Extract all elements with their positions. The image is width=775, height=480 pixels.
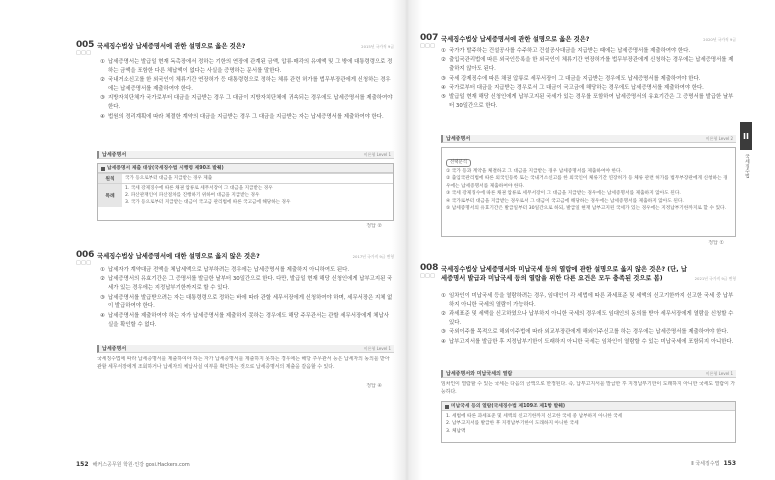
option-number: ② (441, 311, 446, 318)
box-title-icon (101, 167, 105, 171)
topic-label: 납세증명서 (102, 346, 127, 352)
topic-bar (441, 135, 736, 143)
box-title (98, 164, 393, 173)
option-number: ① (441, 293, 446, 299)
table-row (98, 173, 393, 183)
option-number: ① (100, 59, 105, 65)
question-text: 국세징수법상 납세증명서에 관한 설명으로 옳은 것은? (97, 43, 246, 50)
analysis-line: ⑤ 납세증명서의 유효기간은 발급일부터 30일간으로 하되, 발급일 현재 납부고지된 국세가 있는 경우에는 지정납부기한까지로 할 수 있다. (446, 206, 727, 212)
box-title-text: 미납국세 등의 열람(국세징수법 제109조 제1항 발췌) (451, 404, 566, 409)
left-page (76, 0, 394, 480)
explanation-text: 국세징수법에 따라 납세증명서를 제출하여야 하는 자가 납세증명서를 제출하지 못하는 경우에는 해당 주무관서 등은 납세자의 동의를 받아 관할 세무서장에게 조회하거나 납세자의 체납사실 여부를 확인하는 것으로 납세증명서의 제출을 갈음할 수 있다. (97, 356, 390, 370)
box-title-icon (445, 405, 449, 409)
answer-label: 정답 ④ (366, 383, 382, 389)
option-item (441, 84, 736, 93)
analysis-line: ② 출입국관리법에 따른 외국인등록 또는 국내거소신고를 한 외국인이 체류기간 연장허가 등 체류 관련 허가를 법무부장관에게 신청하는 경우에는 납세증명서를 제출하여야 한다. (446, 176, 728, 189)
footer-text: 해커스공무원 학원·인강 gosi.Hackers.com (92, 462, 190, 468)
checkbox-marks: □□□ (76, 50, 92, 56)
topic-label: 납세증명서 (446, 136, 471, 142)
chapter-tab-number: II (740, 122, 752, 150)
question-number: 006 (76, 250, 95, 260)
checkbox-marks: □□□ (420, 273, 436, 279)
analysis-badge: 선택분석 (446, 159, 471, 167)
analysis-line: ① 국가 등과 계약을 체결하고 그 대금을 지급받는 경우 납세증명서를 제출하여야 한다. (446, 169, 623, 174)
option-list (441, 47, 736, 133)
option-text: 납세증명서의 유효기간은 그 증명서를 발급한 날부터 30일간으로 한다. 다만, 발급일 현재 해당 신청인에게 납부고지된 국세가 있는 경우에는 지정납부기한까지로 할 수 있다. (108, 276, 393, 292)
option-text: 지방자치단체가 국가로부터 대금을 지급받는 경우 그 대금이 지방자치단체에 귀속되는 경우에도 납세증명서를 제출하여야 한다. (108, 95, 393, 111)
question-number: 005 (76, 40, 95, 50)
option-item (100, 275, 394, 293)
option-text: 국가로부터 대금을 지급받는 경우로서 그 대금이 국고금에 해당하는 경우에도 납세증명서를 제출하여야 한다. (449, 84, 704, 91)
table-row-header: 원칙 (98, 174, 122, 183)
option-number: ③ (441, 75, 446, 82)
chapter-tab (740, 122, 752, 178)
option-item (100, 76, 394, 94)
option-list (100, 58, 394, 148)
option-number: ① (441, 48, 446, 54)
table-cell-line: 1. 국세 강제징수에 따른 채권 압류로 세무서장이 그 대금을 지급받는 경우 (125, 186, 273, 191)
option-list (100, 266, 394, 343)
chapter-tab-label: 국세징수법 (744, 154, 749, 178)
option-number: ③ (100, 294, 105, 301)
option-number: ② (441, 57, 446, 64)
question-text: 국세징수법상 납세증명서와 미납국세 등의 열람에 관한 설명으로 옳지 않은 것은? (단, 납세증명서 발급과 미납국세 등의 열람을 위한 다른 요건은 모두 충족된 것으로 봄) (441, 266, 687, 282)
option-item (441, 75, 736, 84)
option-number: ③ (100, 95, 105, 102)
question-header (76, 40, 394, 57)
table-row-header: 특례 (98, 184, 122, 207)
question-source: 2020년 국가직 9급 (703, 37, 736, 42)
option-item (100, 266, 394, 275)
option-text: 납부고지서를 발급한 후 지정납부기한이 도래하지 아니한 국세는 임차인이 열람할 수 있는 미납국세에 포함되지 아니한다. (449, 338, 734, 345)
answer-label: 정답 ② (366, 223, 382, 229)
option-number: ① (100, 267, 105, 273)
option-item (441, 338, 736, 347)
page-footer (76, 461, 394, 469)
option-text: 과세표준 및 세액을 신고하였으나 납부하지 아니한 국세의 경우에도 임대인의 동의를 받아 세무서장에게 열람을 신청할 수 있다. (449, 311, 734, 326)
option-item (100, 58, 394, 76)
table-row (98, 183, 393, 207)
question-header (420, 263, 736, 291)
topic-label: 납세증명서와 미납국세의 열람 (446, 371, 513, 377)
option-text: 국외이주를 목적으로 해외이주법에 따라 외교부장관에게 해외이주신고를 하는 경우에는 납세증명서를 제출하여야 한다. (449, 329, 729, 336)
box-line: 2. 납부고지서를 발급한 후 지정납부기한이 도래하지 아니한 국세 (446, 421, 579, 427)
answer-label: 정답 ① (708, 240, 724, 246)
option-item (441, 56, 736, 74)
option-number: ③ (441, 329, 446, 336)
table-cell-line: 3. 국가 등으로부터 지급받는 대금이 국고금 관리법에 따른 국고금에 해당하는 경우 (125, 200, 291, 205)
option-number: ④ (100, 312, 105, 319)
checkbox-marks: □□□ (76, 260, 92, 266)
question-header (76, 250, 394, 267)
analysis-line: ③ 국세 강제징수에 따른 채권 압류로 세무서장이 그 대금을 지급받는 경우에는 납세증명서를 제출하지 않아도 된다. (446, 191, 681, 197)
checkbox-marks: □□□ (420, 43, 436, 49)
right-page (420, 0, 736, 480)
option-text: 국세 강제징수에 따른 채권 압류로 세무서장이 그 대금을 지급받는 경우에도 납세증명서를 제출하여야 한다. (449, 75, 701, 82)
option-number: ④ (441, 338, 446, 345)
table-cell-line: 2. 파산관재인이 파산절차를 진행하기 위하여 대금을 지급받는 경우 (125, 193, 260, 198)
page-footer (420, 460, 736, 468)
option-number: ④ (441, 84, 446, 91)
option-text: 국가가 발주하는 건설공사를 수주하고 건설공사대금을 지급받는 때에는 납세증명서를 제출하여야 한다. (449, 48, 691, 54)
footer-chapter: Ⅱ 국세징수법 (691, 461, 720, 467)
option-item (100, 312, 394, 330)
page-number: 152 (76, 461, 89, 468)
option-item (441, 310, 736, 328)
option-number: ② (100, 77, 105, 84)
analysis-line: ④ 국가로부터 대금을 지급받는 경우로서 그 대금이 국고금에 해당하는 경우에는 납세증명서를 제출하지 않아도 된다. (446, 198, 684, 204)
box-line: 1. 세법에 따른 과세표준 및 세액의 신고기한까지 신고한 국세 중 납부하지 아니한 국세 (446, 414, 623, 419)
option-text: 발급일 현재 해당 신청인에게 납부고지된 국세가 있는 경우를 포함하여 납세증명서의 유효기간은 그 증명서를 발급한 날부터 30일간으로 한다. (449, 94, 734, 110)
page-number: 153 (723, 460, 736, 467)
question-source: 2017년 국가직 9급 변형 (352, 254, 394, 259)
option-item (441, 328, 736, 337)
table-cell (122, 184, 393, 207)
question-number: 007 (420, 33, 439, 43)
summary-box (441, 401, 736, 443)
table-cell-line: 국가 등으로부터 대금을 지급받는 경우 제출 (125, 176, 213, 181)
topic-bar (97, 151, 394, 159)
level-label: 이론형 Level 1 (705, 371, 733, 376)
box-line: 3. 체납액 (446, 428, 466, 434)
option-item (441, 47, 736, 56)
option-item (100, 94, 394, 112)
question-text: 국세징수법상 납세증명서에 대한 설명으로 옳지 않은 것은? (97, 253, 260, 260)
option-item (441, 93, 736, 111)
option-item (100, 113, 394, 122)
option-text: 법원의 정리계획에 따라 체결한 계약의 대금을 지급받는 경우 그 대금을 지급받는 자는 납세증명서를 제출하여야 한다. (108, 113, 384, 120)
topic-bar (441, 370, 736, 378)
question-number: 008 (420, 263, 439, 273)
question-source: 2021년 국가직 9급 변형 (694, 276, 736, 281)
option-number: ② (100, 276, 105, 283)
summary-box (97, 163, 394, 221)
option-text: 납세증명서는 발급일 현재 독촉장에서 정하는 기한의 연장에 관계된 금액, 압류·매각의 유예액 및 그 밖에 대통령령으로 정하는 금액을 포함한 다른 체납액이 없다는 사실을 증명하는 문서를 말한다. (108, 59, 393, 74)
explanation-text: 임차인이 열람할 수 있는 국세는 다음의 금액으로 한정된다. 즉, 납부고지서를 발급한 후 지정납부기한이 도래하지 아니한 국세도 열람이 가능하다. (441, 381, 736, 395)
box-title (442, 402, 735, 411)
option-list (441, 292, 736, 368)
option-text: 국내거소신고를 한 외국인이 체류기간 연장허가 등 대통령령으로 정하는 체류 관련 허가를 법무부장관에게 신청하는 경우에는 납세증명서를 제출하여야 한다. (108, 77, 391, 92)
option-text: 임차인이 미납국세 등을 열람하려는 경우, 임대인이 각 세법에 따른 과세표준 및 세액의 신고기한까지 신고한 국세 중 납부하지 아니한 국세의 열람이 가능하다. (449, 293, 734, 308)
topic-label: 납세증명서 (102, 152, 127, 158)
analysis-box (441, 147, 736, 237)
option-text: 납세증명서를 제출하여야 하는 자가 납세증명서를 제출하지 못하는 경우에도 해당 주무관서는 관할 세무서장에게 체납사실을 확인할 수 없다. (108, 312, 389, 328)
option-number: ④ (100, 113, 105, 120)
question-text: 국세징수법상 납세증명서에 관한 설명으로 옳은 것은? (441, 36, 590, 43)
topic-bar (97, 345, 394, 353)
analysis-lines (442, 168, 735, 214)
option-text: 출입국관리법에 따른 외국인등록을 한 외국인이 체류기간 연장허가를 법무부장관에게 신청하는 경우에는 납세증명서를 제출하지 않아도 된다. (449, 57, 734, 73)
box-lines (442, 411, 735, 437)
question-source: 2015년 국가직 9급 (361, 44, 394, 49)
level-label: 이론형 Level 2 (705, 136, 733, 141)
option-number: ⑤ (441, 94, 446, 101)
box-title-text: 납세증명서 제출 대상(국세징수법 시행령 제90조 발췌) (107, 166, 224, 171)
option-item (441, 292, 736, 310)
table-cell (122, 174, 393, 183)
option-text: 납세증명서를 발급받으려는 자는 대통령령으로 정하는 바에 따라 관할 세무서장에게 신청하여야 하며, 세무서장은 지체 없이 발급하여야 한다. (108, 294, 393, 310)
book-gutter (392, 0, 422, 480)
level-label: 이론형 Level 1 (363, 346, 391, 351)
option-text: 납세자가 계약대금 전액을 체납세액으로 납부하려는 경우에는 납세증명서를 제출하지 아니하여도 된다. (108, 267, 350, 273)
option-item (100, 294, 394, 312)
level-label: 이론형 Level 1 (363, 152, 391, 157)
